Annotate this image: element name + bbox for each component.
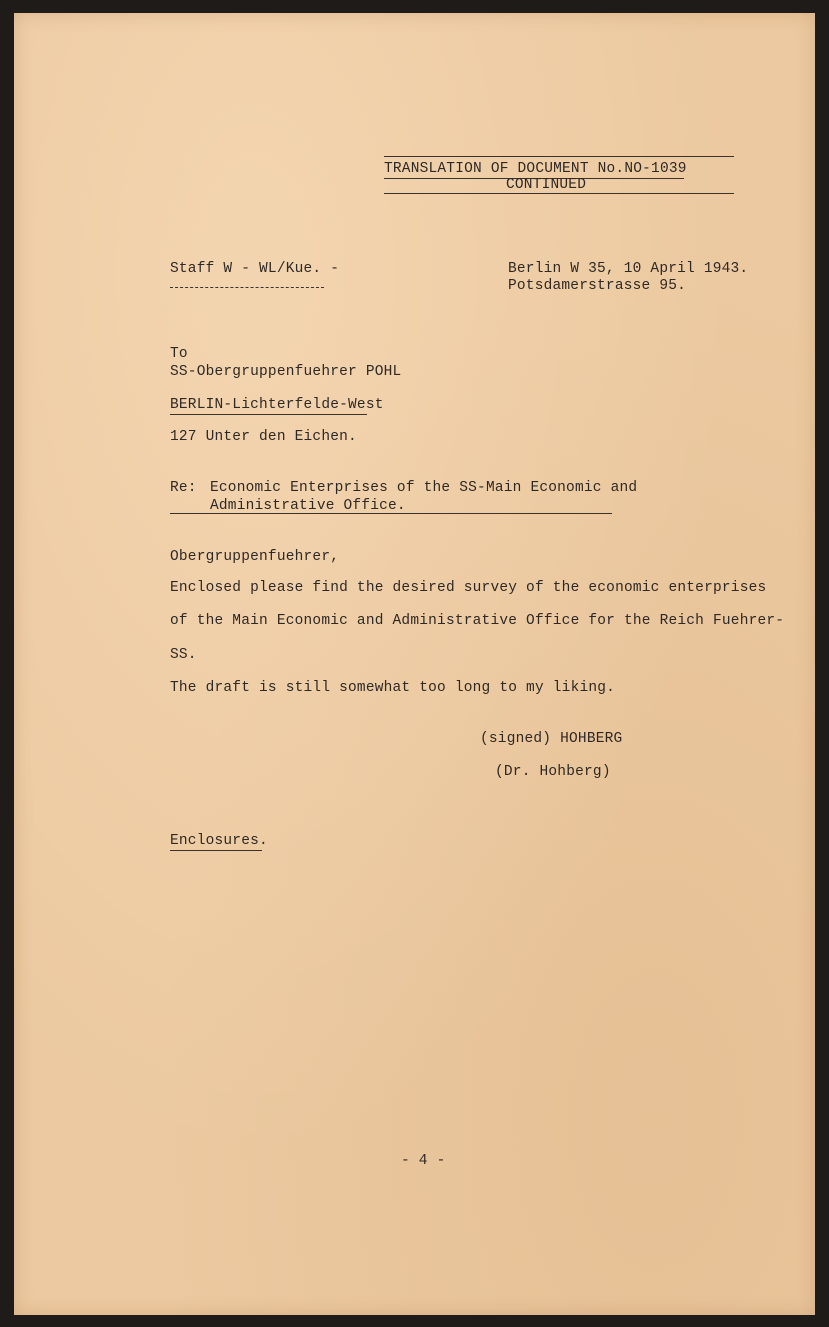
continued-label: CONTINUED <box>506 177 587 193</box>
salutation: Obergruppenfuehrer, <box>170 549 340 565</box>
city-underline <box>170 414 367 415</box>
enclosures-underline <box>170 850 262 851</box>
body-para2: The draft is still somewhat too long to my liking. <box>170 680 616 696</box>
translation-title: TRANSLATION OF DOCUMENT No.NO-1039 <box>384 161 687 177</box>
signature-name: (Dr. Hohberg) <box>495 764 611 780</box>
header-top-rule <box>384 156 734 157</box>
header-bottom-rule <box>384 193 734 194</box>
place-date: Berlin W 35, 10 April 1943. <box>508 261 749 277</box>
subject-prefix: Re: <box>170 480 197 496</box>
street-address: Potsdamerstrasse 95. <box>508 278 687 294</box>
body-para1-line1: Enclosed please find the desired survey of the economic enterprises <box>170 580 767 596</box>
document-page <box>14 13 815 1315</box>
reference-code: Staff W - WL/Kue. - <box>170 261 340 277</box>
recipient-city: BERLIN-Lichterfelde-West <box>170 397 384 413</box>
body-para1-line2: of the Main Economic and Administrative Office for the Reich Fuehrer- <box>170 613 785 629</box>
recipient: SS-Obergruppenfuehrer POHL <box>170 364 402 380</box>
enclosures-label: Enclosures. <box>170 833 268 849</box>
recipient-street: 127 Unter den Eichen. <box>170 429 357 445</box>
subject-underline <box>170 513 612 514</box>
signature-signed: (signed) HOHBERG <box>480 731 623 747</box>
subject-line-1: Economic Enterprises of the SS-Main Economic and <box>210 480 638 496</box>
reference-underline <box>170 287 324 288</box>
to-label: To <box>170 346 188 362</box>
subject-line-2: Administrative Office. <box>210 498 406 514</box>
body-para1-line3: SS. <box>170 647 197 663</box>
page-number: - 4 - <box>401 1153 446 1169</box>
